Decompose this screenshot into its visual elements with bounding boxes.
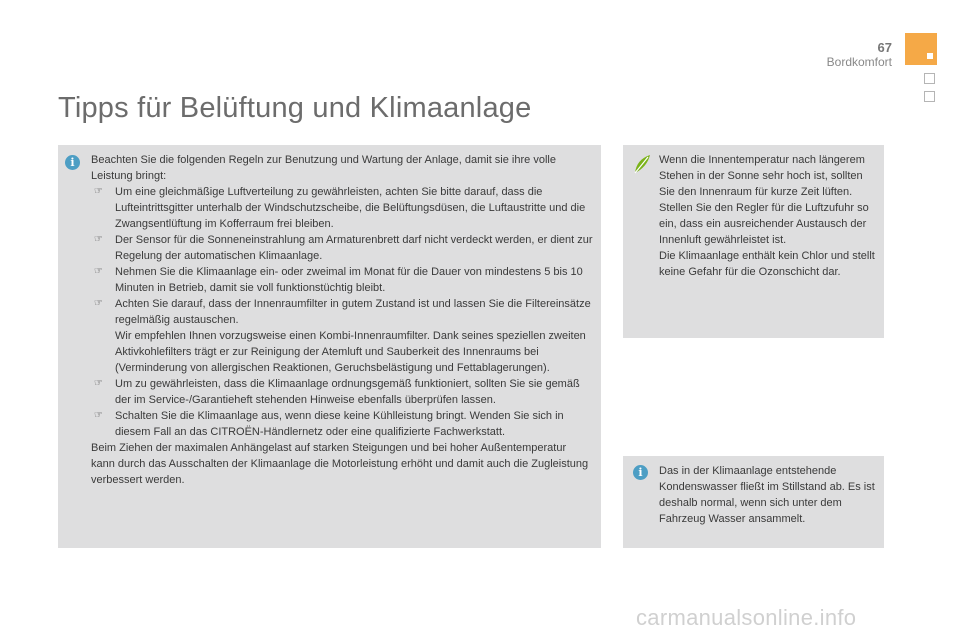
list-item: ☞ Schalten Sie die Klimaanlage aus, wenn diese keine Kühlleistung bringt. Wenden Sie sich in diesem Fall an das CITROËN-Händlernetz oder eine qualifizierte Fachwerkstatt.: [94, 410, 564, 438]
condensation-panel: [623, 456, 884, 548]
info-icon: i: [65, 155, 80, 170]
list-item: ☞ Achten Sie darauf, dass der Innenraumfilter in gutem Zustand ist und lassen Sie die Filtereinsätze regelmäßig austauschen. Wir empfehlen Ihnen vorzugsweise einen Kombi-Innenraumfilter. Dank seines speziellen zweiten Aktivkohlefilters trägt er zur Reinigung der Atemluft und Sauberkeit des Innenraums bei (Verminderung von allergischen Reaktionen, Geruchsbelästigung und Fettablagerungen).: [94, 298, 591, 374]
air-supply-text: Stellen Sie den Regler für die Luftzufuhr so ein, dass ein ausreichender Austausch der Innenluft gewährleistet ist.: [659, 202, 869, 246]
tab-square-icon: [927, 53, 933, 59]
chapter-tab-empty: [924, 73, 935, 84]
environment-panel: [623, 145, 884, 338]
hand-pointer-icon: ☞: [94, 298, 103, 309]
list-item: ☞ Der Sensor für die Sonneneinstrahlung am Armaturenbrett darf nicht verdeckt werden, er dient zur Regelung der automatischen Klimaanlage.: [94, 234, 593, 262]
hand-pointer-icon: ☞: [94, 234, 103, 245]
hand-pointer-icon: ☞: [94, 186, 103, 197]
info-icon: i: [633, 465, 648, 480]
list-item: ☞ Um zu gewährleisten, dass die Klimaanlage ordnungsgemäß funktioniert, sollten Sie sie gemäß der im Service-/Garantieheft stehenden Hinweise ebenfalls überprüfen lassen.: [94, 378, 580, 406]
tips-panel: [58, 145, 601, 548]
hand-pointer-icon: ☞: [94, 378, 103, 389]
ventilation-text: Wenn die Innentemperatur nach längerem Stehen in der Sonne sehr hoch ist, sollten Sie den Innenraum für kurze Zeit lüften.: [659, 154, 865, 198]
filter-recommendation: Wir empfehlen Ihnen vorzugsweise einen Kombi-Innenraumfilter. Dank seines speziellen zweiten Aktivkohlefilters trägt er zur Reinigung der Atemluft und Sauberkeit des Innenraums bei (Verminderung von allergischen Reaktionen, Geruchsbelästigung und Fettablagerungen).: [115, 330, 586, 374]
list-item: ☞ Um eine gleichmäßige Luftverteilung zu gewährleisten, achten Sie bitte darauf, dass die Lufteintrittsgitter unterhalb der Windschutzscheibe, die Belüftungsdüsen, die Luftaustritte und die Zwangsentlüftung im Kofferraum frei bleiben.: [94, 186, 586, 230]
page-title: Tipps für Belüftung und Klimaanlage: [58, 92, 532, 124]
hand-pointer-icon: ☞: [94, 266, 103, 277]
page-number: 67: [877, 40, 892, 55]
hand-pointer-icon: ☞: [94, 410, 103, 421]
tips-list: [91, 184, 593, 440]
outro-text: Beim Ziehen der maximalen Anhängelast auf starken Steigungen und bei hoher Außentemperatur kann durch das Ausschalten der Klimaanlage die Motorleistung erhöht und damit auch die Zugleistung verbessert werden.: [91, 442, 589, 486]
section-name: Bordkomfort: [826, 55, 892, 69]
list-item: ☞ Nehmen Sie die Klimaanlage ein- oder zweimal im Monat für die Dauer von mindestens 5 bis 10 Minuten in Betrieb, damit sie voll funktionstüchtig bleibt.: [94, 266, 583, 294]
leaf-icon: [632, 153, 652, 175]
ozone-text: Die Klimaanlage enthält kein Chlor und stellt keine Gefahr für die Ozonschicht dar.: [659, 250, 875, 278]
chapter-tab-empty: [924, 91, 935, 102]
chapter-tab-active: [905, 33, 937, 65]
watermark: carmanualsonline.info: [636, 605, 857, 630]
condensation-text: Das in der Klimaanlage entstehende Kondenswasser fließt im Stillstand ab. Es ist deshalb normal, wenn sich unter dem Fahrzeug Wasser ansammelt.: [659, 465, 875, 525]
intro-text: Beachten Sie die folgenden Regeln zur Benutzung und Wartung der Anlage, damit sie ihre volle Leistung bringt:: [91, 154, 556, 182]
